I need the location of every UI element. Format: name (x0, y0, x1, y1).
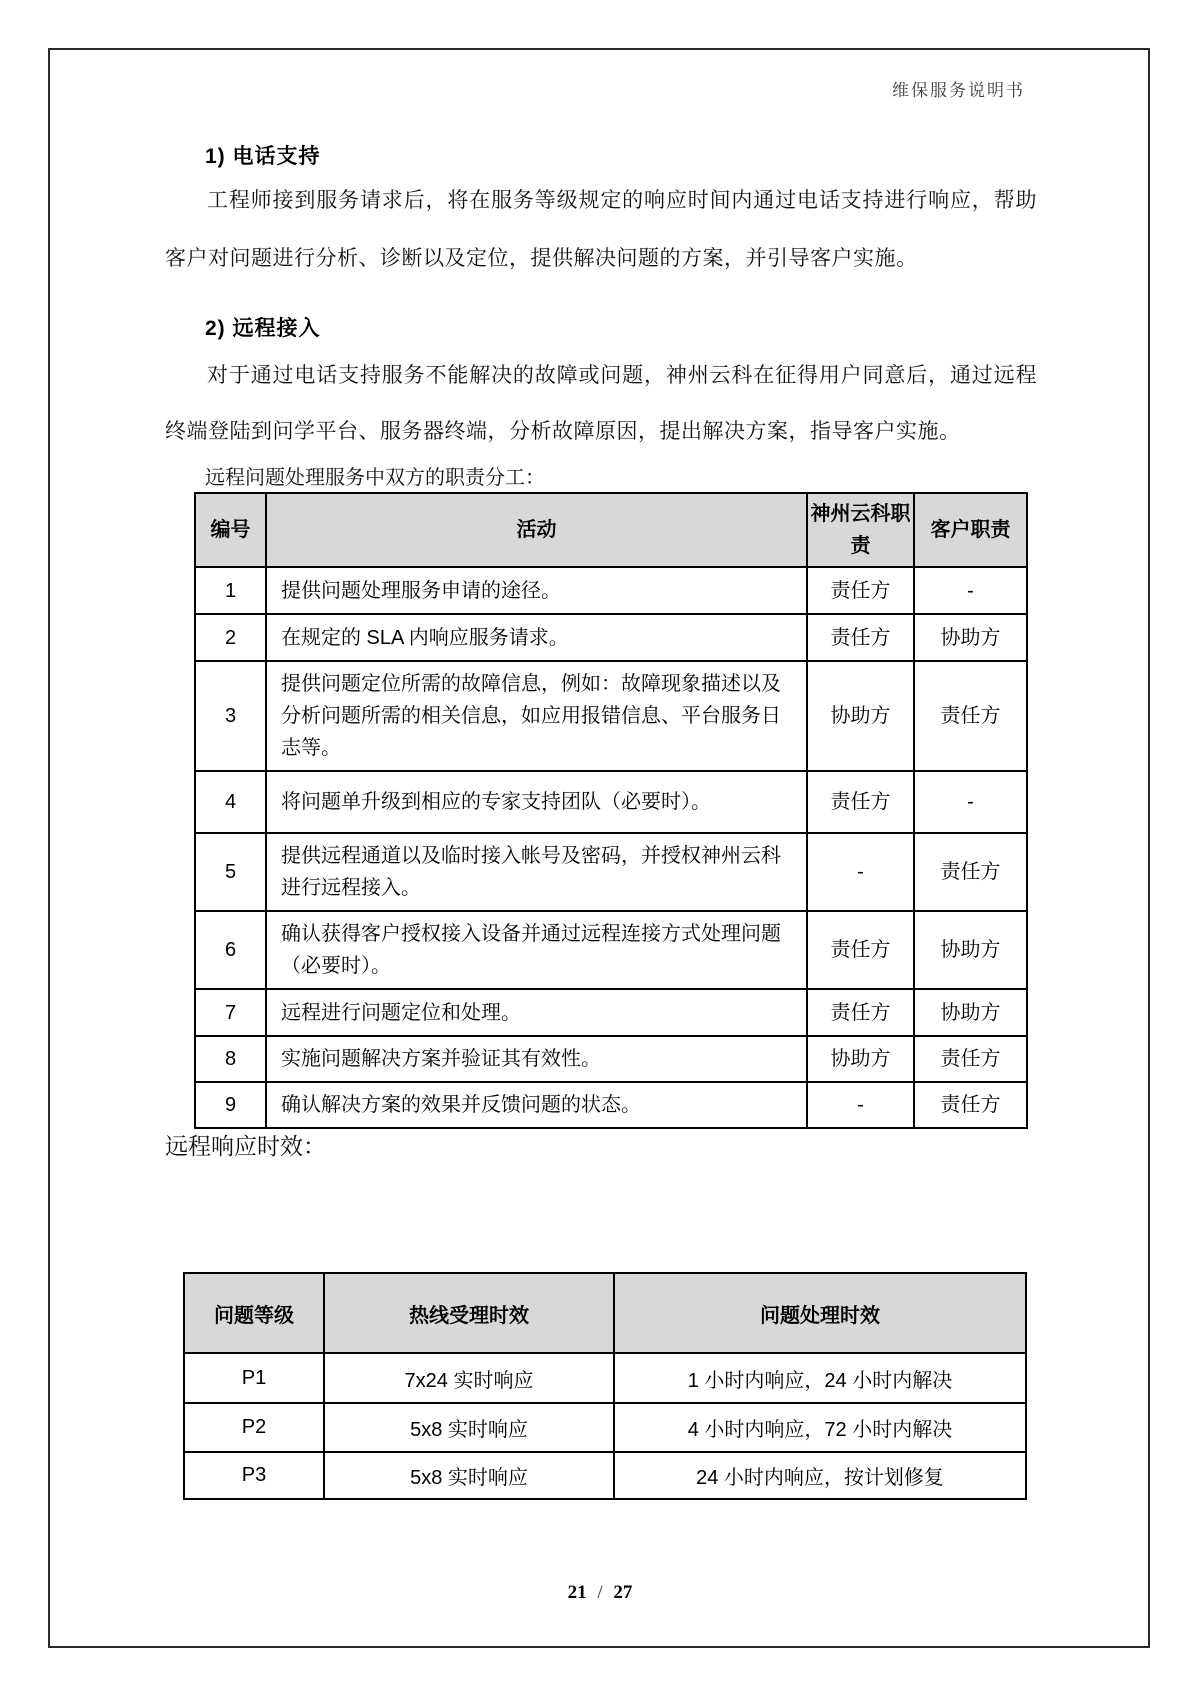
table-row (195, 989, 1027, 1036)
section-heading-phone-support: 1) 电话支持 (205, 145, 321, 168)
row-vendor-role: 责任方 (807, 567, 914, 614)
row-customer-role: 责任方 (914, 1036, 1027, 1082)
sla-level: P3 (184, 1452, 324, 1499)
column-header-problem-level: 问题等级 (184, 1273, 324, 1353)
column-header-activity: 活动 (266, 493, 807, 567)
row-customer-role: 协助方 (914, 989, 1027, 1036)
sla-hotline: 5x8 实时响应 (324, 1403, 614, 1452)
table-header-row (195, 493, 1027, 567)
table-row (195, 911, 1027, 989)
sla-table-intro: 远程响应时效： (165, 1133, 326, 1159)
row-number: 2 (195, 614, 266, 661)
page-number-separator: / (597, 1582, 603, 1603)
row-number: 8 (195, 1036, 266, 1082)
row-number: 9 (195, 1082, 266, 1128)
column-header-number: 编号 (195, 493, 266, 567)
sla-handling: 1 小时内响应，24 小时内解决 (614, 1353, 1026, 1403)
row-customer-role: 责任方 (914, 1082, 1027, 1128)
sla-handling: 24 小时内响应，按计划修复 (614, 1452, 1026, 1499)
sla-header-row (184, 1273, 1026, 1353)
row-vendor-role: 协助方 (807, 1036, 914, 1082)
row-activity: 提供远程通道以及临时接入帐号及密码，并授权神州云科进行远程接入。 (266, 833, 807, 911)
table-row (195, 1036, 1027, 1082)
row-customer-role: 责任方 (914, 661, 1027, 771)
row-vendor-role: - (807, 833, 914, 911)
sla-row (184, 1452, 1026, 1499)
table-row (195, 771, 1027, 833)
row-activity: 将问题单升级到相应的专家支持团队（必要时）。 (266, 771, 807, 833)
table-row (195, 567, 1027, 614)
row-number: 3 (195, 661, 266, 771)
row-vendor-role: 责任方 (807, 911, 914, 989)
sla-handling: 4 小时内响应，72 小时内解决 (614, 1403, 1026, 1452)
page-number-footer (0, 1582, 1200, 1604)
row-customer-role: - (914, 567, 1027, 614)
section-heading-remote-access: 2) 远程接入 (205, 317, 321, 340)
row-vendor-role: - (807, 1082, 914, 1128)
row-activity: 实施问题解决方案并验证其有效性。 (266, 1036, 807, 1082)
row-activity: 提供问题处理服务申请的途径。 (266, 567, 807, 614)
row-customer-role: 协助方 (914, 911, 1027, 989)
sla-table (183, 1272, 1027, 1500)
table-row (195, 614, 1027, 661)
sla-row (184, 1353, 1026, 1403)
row-number: 1 (195, 567, 266, 614)
responsibility-table-intro: 远程问题处理服务中双方的职责分工： (205, 467, 545, 489)
current-page-number: 21 (567, 1582, 587, 1603)
column-header-customer-responsibility: 客户职责 (914, 493, 1027, 567)
row-vendor-role: 责任方 (807, 771, 914, 833)
responsibility-table (194, 492, 1028, 1129)
row-activity: 提供问题定位所需的故障信息，例如：故障现象描述以及分析问题所需的相关信息，如应用报错信息、平台服务日志等。 (266, 661, 807, 771)
row-number: 4 (195, 771, 266, 833)
column-header-problem-handling: 问题处理时效 (614, 1273, 1026, 1353)
row-number: 5 (195, 833, 266, 911)
table-row (195, 833, 1027, 911)
total-page-number: 27 (613, 1582, 633, 1603)
row-activity: 远程进行问题定位和处理。 (266, 989, 807, 1036)
sla-row (184, 1403, 1026, 1452)
row-vendor-role: 协助方 (807, 661, 914, 771)
column-header-hotline-response: 热线受理时效 (324, 1273, 614, 1353)
row-activity: 在规定的 SLA 内响应服务请求。 (266, 614, 807, 661)
table-row (195, 1082, 1027, 1128)
table-row (195, 661, 1027, 771)
sla-hotline: 7x24 实时响应 (324, 1353, 614, 1403)
sla-level: P2 (184, 1403, 324, 1452)
document-header-title: 维保服务说明书 (892, 81, 1025, 100)
row-vendor-role: 责任方 (807, 614, 914, 661)
paragraph-remote-access: 对于通过电话支持服务不能解决的故障或问题，神州云科在征得用户同意后，通过远程终端登陆到问学平台、服务器终端，分析故障原因，提出解决方案，指导客户实施。 (165, 364, 1037, 443)
row-activity: 确认解决方案的效果并反馈问题的状态。 (266, 1082, 807, 1128)
paragraph-phone-support: 工程师接到服务请求后，将在服务等级规定的响应时间内通过电话支持进行响应，帮助客户对问题进行分析、诊断以及定位，提供解决问题的方案，并引导客户实施。 (165, 189, 1037, 270)
row-activity: 确认获得客户授权接入设备并通过远程连接方式处理问题（必要时）。 (266, 911, 807, 989)
row-customer-role: 协助方 (914, 614, 1027, 661)
sla-level: P1 (184, 1353, 324, 1403)
sla-hotline: 5x8 实时响应 (324, 1452, 614, 1499)
column-header-vendor-responsibility: 神州云科职责 (807, 493, 914, 567)
row-customer-role: - (914, 771, 1027, 833)
row-vendor-role: 责任方 (807, 989, 914, 1036)
row-customer-role: 责任方 (914, 833, 1027, 911)
row-number: 7 (195, 989, 266, 1036)
row-number: 6 (195, 911, 266, 989)
